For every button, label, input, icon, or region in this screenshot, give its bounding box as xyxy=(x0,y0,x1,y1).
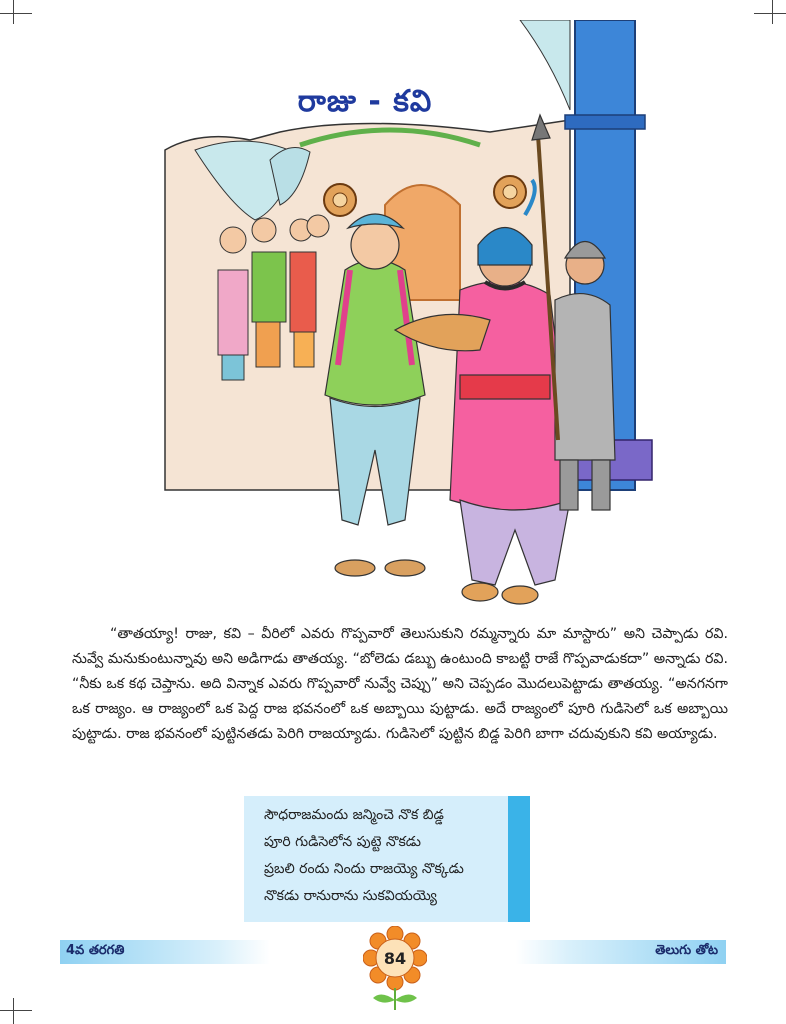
poem-line: నొకడు రానురాను సుకవియయ్యె xyxy=(264,888,437,904)
page-number: 84 xyxy=(383,949,407,968)
poem-line: సౌధరాజమందు జన్మించె నొక బిడ్డ xyxy=(264,807,444,823)
crop-mark-bottom-left-h xyxy=(0,1010,32,1011)
crop-mark-top-left-v xyxy=(13,0,14,24)
poem-accent-bar xyxy=(508,796,530,922)
footer-book-banner xyxy=(516,940,726,964)
crop-mark-top-right-h xyxy=(754,13,786,14)
footer-class-banner xyxy=(60,940,270,964)
flower-icon xyxy=(363,926,427,1010)
class-label: 4వ తరగతి xyxy=(66,943,125,958)
page-title: రాజు - కవి xyxy=(297,84,433,119)
crop-mark-top-right-v xyxy=(772,0,773,24)
poem-line: ప్రబలి రందు నిందు రాజయ్యె నొక్కడు xyxy=(264,861,464,877)
poem-line: పూరి గుడిసెలోన పుట్టె నొకడు xyxy=(264,834,421,850)
story-paragraph: “తాతయ్యా! రాజు, కవి – వీరిలో ఎవరు గొప్పవారో తెలుసుకుని రమ్మన్నారు మా మాస్టారు” అని చెప్పాడు రవి. నువ్వే మనుకుంటున్నావు అని అడిగాడు తాతయ్య. “బోలెడు డబ్బు ఉంటుంది కాబట్టి రాజే గొప్పవాడుకదా” అన్నాడు రవి. “నీకు ఒక కథ చెప్తాను. అది విన్నాక ఎవరు గొప్పవారో నువ్వే చెప్పు” అని చెప్పడం మొదలుపెట్టాడు తాతయ్య. “అనగనగా ఒక రాజ్యం. ఆ రాజ్యంలో ఒక పెద్ద రాజ భవనంలో ఒక అబ్బాయి పుట్టాడు. అదే రాజ్యంలో పూరి గుడిసెలో ఒక అబ్బాయి పుట్టాడు. రాజ భవనంలో పుట్టినతడు పెరిగి రాజయ్యాడు. గుడిసెలో పుట్టిన బిడ్డ పెరిగి బాగా చదువుకుని కవి అయ్యాడు. xyxy=(72,626,728,742)
book-title: తెలుగు తోట xyxy=(655,943,718,958)
crop-mark-top-left-h xyxy=(0,13,32,14)
poem-box xyxy=(244,796,530,922)
crop-mark-bottom-left-v xyxy=(13,998,14,1024)
poem-lines xyxy=(264,802,464,910)
